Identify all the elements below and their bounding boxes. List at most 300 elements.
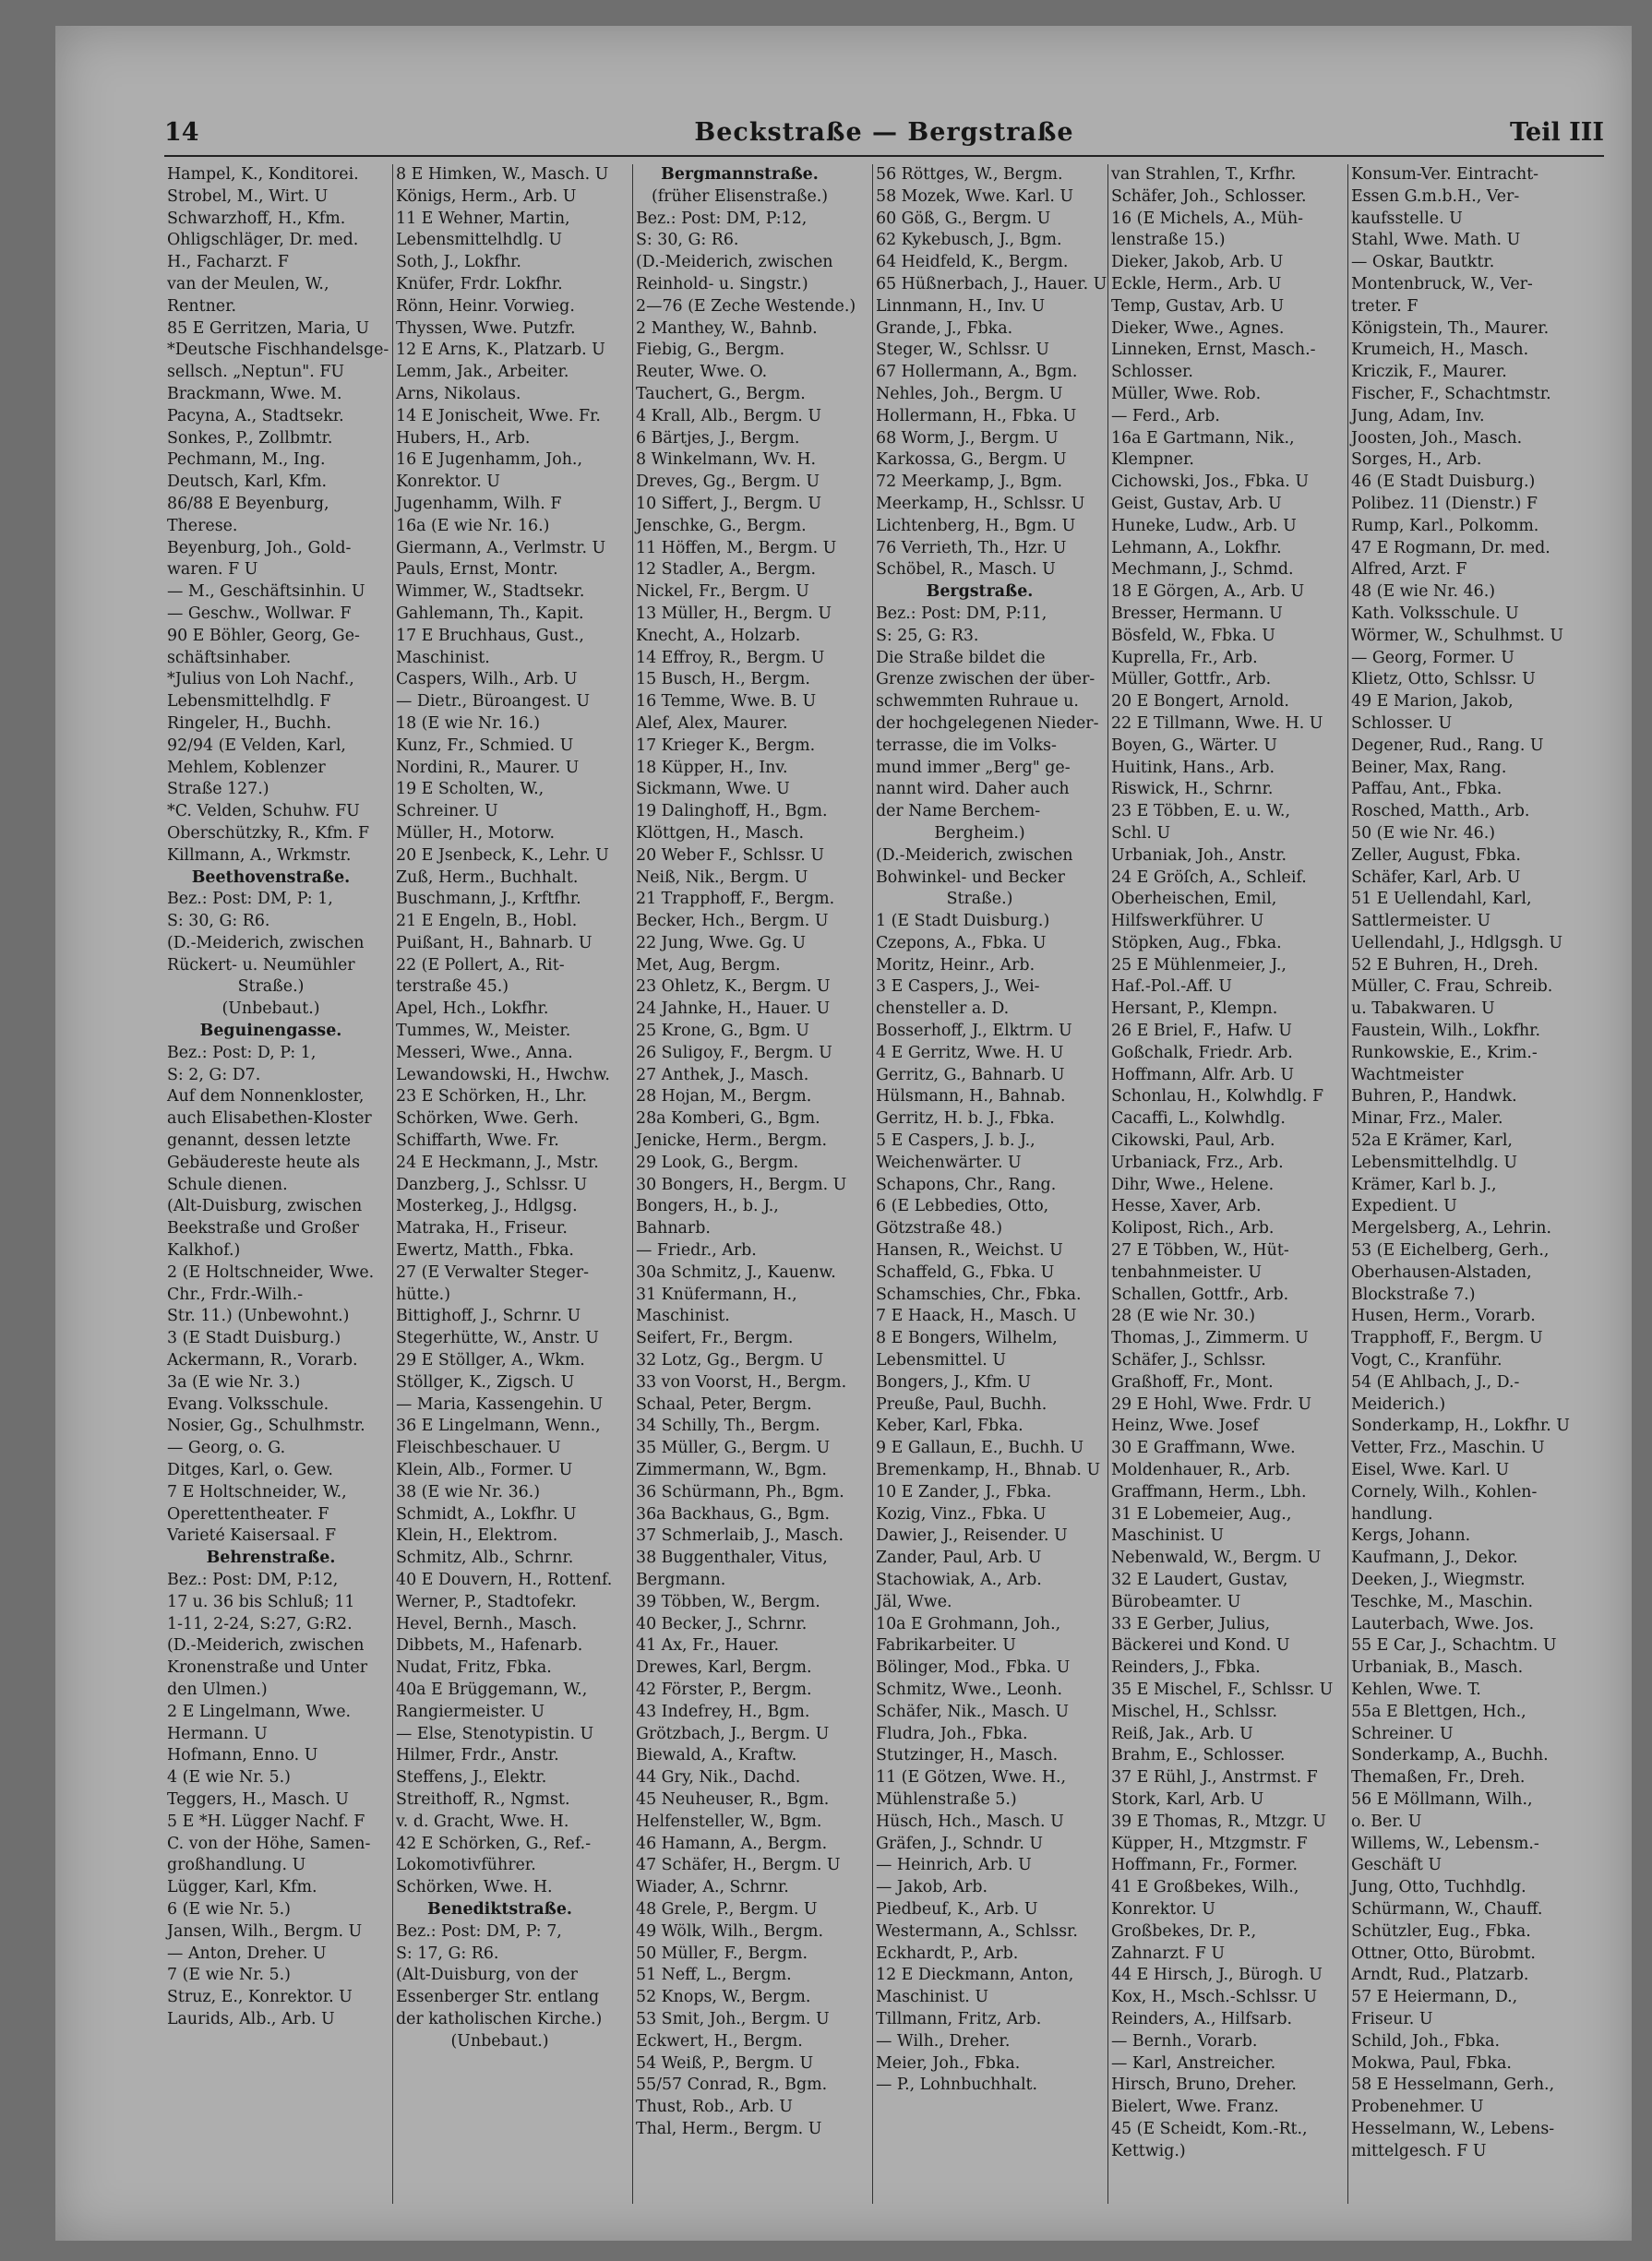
directory-line: 32 Lotz, Gg., Bergm. U	[636, 1351, 824, 1370]
directory-line: 39 Többen, W., Bergm.	[636, 1592, 820, 1611]
directory-line: 38 (E wie Nr. 36.)	[396, 1482, 541, 1501]
directory-line: Schreiner. U	[1351, 1724, 1454, 1743]
directory-line: Boyen, G., Wärter. U	[1111, 736, 1277, 755]
directory-line: Zander, Paul, Arb. U	[876, 1549, 1042, 1568]
directory-line: Lewandowski, H., Hwchw.	[396, 1065, 610, 1084]
directory-line: Czepons, A., Fbka. U	[876, 933, 1047, 952]
directory-line: Linneken, Ernst, Masch.-	[1111, 341, 1316, 360]
directory-line: Hülsmann, H., Bahnab.	[876, 1087, 1066, 1107]
directory-line: Reinhold- u. Singstr.)	[636, 274, 808, 293]
directory-line: Faustein, Wilh., Lokfhr.	[1351, 1022, 1541, 1041]
directory-line: Matraka, H., Friseur.	[396, 1219, 568, 1238]
directory-line: Dibbets, M., Hafenarb.	[396, 1636, 583, 1656]
directory-line: Mosterkeg, J., Hdlgsg.	[396, 1197, 578, 1216]
directory-line: Gerritz, G., Bahnarb. U	[876, 1065, 1065, 1084]
directory-line: 33 E Gerber, Julius,	[1111, 1614, 1271, 1633]
directory-line: 48 Grele, P., Bergm. U	[636, 1899, 818, 1919]
directory-line: 27 Anthek, J., Masch.	[636, 1065, 809, 1084]
directory-line: Bittighoff, J., Schrnr. U	[396, 1307, 581, 1326]
directory-line: Meier, Joh., Fbka.	[876, 2053, 1021, 2073]
directory-line: 36 E Lingelmann, Wenn.,	[396, 1417, 601, 1436]
directory-line: Tummes, W., Meister.	[396, 1022, 571, 1041]
directory-line: Probenehmer. U	[1351, 2098, 1484, 2117]
page-number: 14	[164, 118, 199, 147]
directory-line: Struz, E., Konrektor. U	[167, 1988, 353, 2007]
directory-line: Schäfer, Joh., Schlosser.	[1111, 186, 1307, 206]
directory-line: Deeken, J., Wiegmstr.	[1351, 1571, 1526, 1589]
directory-line: 41 Ax, Fr., Hauer.	[636, 1636, 780, 1656]
directory-line: 10 Siffert, J., Bergm. U	[636, 494, 822, 513]
directory-line: v. d. Gracht, Wwe. H.	[396, 1812, 569, 1831]
directory-line: Lebensmittelhdlg. U	[396, 231, 563, 250]
directory-line: Stachowiak, A., Arb.	[876, 1571, 1042, 1589]
directory-line: Urbaniak, B., Masch.	[1351, 1658, 1524, 1678]
directory-line: Alef, Alex, Maurer.	[636, 713, 788, 733]
directory-line: (Alt-Duisburg, von der	[396, 1966, 578, 1985]
directory-line: Weichenwärter. U	[876, 1153, 1022, 1172]
directory-line: 8 E Bongers, Wilhelm,	[876, 1329, 1058, 1348]
directory-line: 41 E Großbekes, Wilh.,	[1111, 1878, 1299, 1897]
directory-line: Chr., Frdr.-Wilh.-	[167, 1285, 304, 1304]
directory-line: (Unbebaut.)	[221, 999, 320, 1019]
directory-line: terrasse, die im Volks-	[876, 736, 1057, 755]
directory-line: Lauterbach, Wwe. Jos.	[1351, 1614, 1535, 1633]
directory-line: Heinz, Wwe. Josef	[1111, 1417, 1259, 1436]
directory-line: 2—76 (E Zeche Westende.)	[636, 296, 856, 316]
directory-line: 23 E Többen, E. u. W.,	[1111, 802, 1290, 821]
directory-line: 2 Manthey, W., Bahnb.	[636, 318, 818, 338]
directory-line: — Geschw., Wollwar. F	[167, 604, 352, 623]
directory-line: auch Elisabethen-Kloster	[167, 1109, 372, 1129]
directory-line: — Wilh., Dreher.	[876, 2031, 1011, 2051]
directory-line: Oberschützky, R., Kfm. F	[167, 823, 370, 843]
directory-line: 52 Knops, W., Bergm.	[636, 1988, 811, 2007]
directory-line: 23 E Schörken, H., Lhr.	[396, 1087, 588, 1107]
directory-line: 67 Hollermann, A., Bgm.	[876, 363, 1078, 382]
directory-line: Blockstraße 7.)	[1351, 1285, 1476, 1304]
directory-line: Brackmann, Wwe. M.	[167, 384, 342, 403]
directory-line: Caspers, Wilh., Arb. U	[396, 670, 578, 689]
directory-line: Fleischbeschauer. U	[396, 1439, 561, 1458]
directory-line: Kaufmann, J., Dekor.	[1351, 1549, 1518, 1568]
column-6	[1347, 164, 1570, 2204]
directory-line: 58 Mozek, Wwe. Karl. U	[876, 186, 1074, 206]
directory-line: 14 Effroy, R., Bergm. U	[636, 648, 825, 667]
directory-line: Jäl, Wwe.	[876, 1592, 952, 1611]
directory-line: Gräfen, J., Schndr. U	[876, 1834, 1044, 1853]
directory-line: — Else, Stenotypistin. U	[396, 1724, 594, 1743]
directory-line: Schaal, Peter, Bergm.	[636, 1394, 812, 1414]
directory-line: Bongers, H., b. J.,	[636, 1197, 779, 1216]
directory-line: Pacyna, A., Stadtsekr.	[167, 406, 344, 425]
directory-line: Paffau, Ant., Fbka.	[1351, 780, 1502, 799]
directory-line: Jung, Otto, Tuchhdlg.	[1351, 1878, 1526, 1897]
directory-line: Haf.-Pol.-Aff. U	[1111, 977, 1232, 997]
directory-line: 56 E Möllmann, Wilh.,	[1351, 1789, 1533, 1809]
directory-line: Hofmann, Enno. U	[167, 1746, 318, 1765]
page-header	[164, 118, 1604, 157]
directory-line: Bresser, Hermann. U	[1111, 604, 1283, 623]
directory-line: Puißant, H., Bahnarb. U	[396, 933, 593, 952]
directory-line: Kox, H., Msch.-Schlssr. U	[1111, 1988, 1318, 2007]
directory-line: Jansen, Wilh., Bergm. U	[167, 1921, 363, 1941]
directory-line: Bez.: Post: DM, P: 7,	[396, 1921, 562, 1941]
directory-line: — Georg, Former. U	[1351, 648, 1514, 667]
directory-line: Kehlen, Wwe. T.	[1351, 1680, 1481, 1699]
street-heading: Benediktstraße.	[427, 1899, 572, 1919]
directory-line: Killmann, A., Wrkmstr.	[167, 845, 352, 865]
directory-line: 86/88 E Beyenburg,	[167, 494, 329, 513]
directory-line: 2 E Lingelmann, Wwe.	[167, 1702, 352, 1721]
directory-line: Lehmann, A., Lokfhr.	[1111, 538, 1282, 557]
column-1	[164, 164, 389, 2204]
directory-line: 40 E Douvern, H., Rottenf.	[396, 1571, 613, 1589]
directory-line: Cacaffi, L., Kolwhdlg.	[1111, 1109, 1286, 1129]
directory-line: 17 E Bruchhaus, Gust.,	[396, 626, 584, 645]
directory-line: Sonderkamp, H., Lokfhr. U	[1351, 1417, 1570, 1436]
directory-line: Mechmann, J., Schmd.	[1111, 560, 1294, 580]
directory-line: Krumeich, H., Masch.	[1351, 341, 1529, 360]
directory-line: Joosten, Joh., Masch.	[1351, 428, 1523, 448]
directory-line: S: 25, G: R3.	[876, 626, 979, 645]
directory-line: Varieté Kaisersaal. F	[167, 1526, 337, 1546]
directory-line: (Alt-Duisburg, zwischen	[167, 1197, 363, 1216]
directory-line: 1 (E Stadt Duisburg.)	[876, 912, 1050, 931]
directory-line: 47 Schäfer, H., Bergm. U	[636, 1856, 841, 1875]
directory-line: — P., Lohnbuchhalt.	[876, 2076, 1038, 2095]
directory-line: Schörken, Wwe. H.	[396, 1878, 553, 1897]
directory-line: 20 Weber F., Schlssr. U	[636, 845, 824, 865]
directory-line: Bosserhoff, J., Elktrm. U	[876, 1022, 1072, 1041]
directory-line: Sorges, H., Arb.	[1351, 450, 1482, 470]
directory-line: Messeri, Wwe., Anna.	[396, 1043, 573, 1062]
directory-line: 85 E Gerritzen, Maria, U	[167, 318, 370, 338]
directory-line: 6 Bärtjes, J., Bergm.	[636, 428, 800, 448]
directory-line: Schild, Joh., Fbka.	[1351, 2031, 1501, 2051]
directory-line: 6 (E Lebbedies, Otto,	[876, 1197, 1049, 1216]
directory-line: Thomas, J., Zimmerm. U	[1111, 1329, 1309, 1348]
directory-line: 30a Schmitz, J., Kauenw.	[636, 1262, 836, 1282]
directory-line: 28 (E wie Nr. 30.)	[1111, 1307, 1256, 1326]
directory-line: 4 Krall, Alb., Bergm. U	[636, 406, 822, 425]
street-heading: Bergstraße.	[926, 582, 1034, 602]
directory-line: Helfensteller, W., Bgm.	[636, 1812, 822, 1831]
directory-line: Schmitz, Alb., Schrnr.	[396, 1549, 574, 1568]
directory-line: 13 Müller, H., Bergm. U	[636, 604, 832, 623]
directory-line: Lichtenberg, H., Bgm. U	[876, 516, 1076, 535]
directory-line: van Strahlen, T., Krfhr.	[1111, 165, 1297, 184]
directory-line: Reinders, A., Hilfsarb.	[1111, 2009, 1293, 2028]
directory-line: 21 Trapphoff, F., Bergm.	[636, 890, 835, 909]
directory-line: 43 Indefrey, H., Bgm.	[636, 1702, 810, 1721]
directory-line: Rentner.	[167, 296, 236, 316]
directory-line: Lebensmittel. U	[876, 1351, 1006, 1370]
directory-line: Schäfer, J., Schlssr.	[1111, 1351, 1266, 1370]
directory-line: Mehlem, Koblenzer	[167, 758, 326, 777]
column-5	[1107, 164, 1334, 2204]
directory-line: Ohligschläger, Dr. med.	[167, 231, 359, 250]
directory-line: Klein, Alb., Former. U	[396, 1461, 573, 1480]
directory-line: Essen G.m.b.H., Ver-	[1351, 186, 1520, 206]
directory-line: Schmidt, A., Lokfhr. U	[396, 1504, 577, 1524]
directory-line: Bielert, Wwe. Franz.	[1111, 2098, 1279, 2117]
directory-line: 58 E Hesselmann, Gerh.,	[1351, 2076, 1555, 2095]
directory-line: 17 Krieger K., Bergm.	[636, 736, 816, 755]
directory-line: Schule dienen.	[167, 1175, 288, 1194]
directory-line: Bergheim.)	[934, 823, 1025, 843]
directory-line: Beiner, Max, Rang.	[1351, 758, 1507, 777]
directory-line: Thyssen, Wwe. Putzfr.	[396, 318, 576, 338]
directory-line: 50 (E wie Nr. 46.)	[1351, 823, 1496, 843]
directory-line: Karkossa, G., Bergm. U	[876, 450, 1067, 470]
column-3	[632, 164, 856, 2204]
directory-line: 25 Krone, G., Bgm. U	[636, 1022, 809, 1041]
directory-line: Geist, Gustav, Arb. U	[1111, 494, 1282, 513]
directory-line: Kath. Volksschule. U	[1351, 604, 1519, 623]
directory-line: Rosched, Matth., Arb.	[1351, 802, 1530, 821]
directory-line: Expedient. U	[1351, 1197, 1457, 1216]
directory-line: Essenberger Str. entlang	[396, 1988, 600, 2007]
directory-line: — Oskar, Bautktr.	[1351, 253, 1495, 272]
directory-line: 22 (E Pollert, A., Rit-	[396, 955, 565, 975]
directory-line: Eckle, Herm., Arb. U	[1111, 274, 1282, 293]
directory-line: Montenbruck, W., Ver-	[1351, 274, 1533, 293]
directory-line: Urbaniack, Frz., Arb.	[1111, 1153, 1284, 1172]
directory-line: Sattlermeister. U	[1351, 912, 1491, 931]
directory-line: 24 E Gröſch, A., Schleif.	[1111, 867, 1307, 887]
directory-line: Wörmer, W., Schulhmst. U	[1351, 626, 1564, 645]
directory-line: Ditges, Karl, o. Gew.	[167, 1461, 333, 1480]
directory-line: Straße 127.)	[167, 780, 269, 799]
directory-line: 54 (E Ahlbach, J., D.-	[1351, 1372, 1520, 1392]
directory-line: Schapons, Chr., Rang.	[876, 1175, 1057, 1194]
directory-line: Strobel, M., Wirt. U	[167, 186, 329, 206]
directory-line: Thust, Rob., Arb. U	[636, 2098, 793, 2117]
directory-line: Ringeler, H., Buchh.	[167, 713, 331, 733]
directory-line: Dieker, Wwe., Agnes.	[1111, 318, 1285, 338]
directory-line: Maschinist. U	[876, 1988, 988, 2007]
directory-line: 12 Stadler, A., Bergm.	[636, 560, 817, 580]
directory-line: 35 Müller, G., Bergm. U	[636, 1439, 831, 1458]
directory-line: Schwarzhoff, H., Kfm.	[167, 209, 346, 228]
directory-line: — Friedr., Arb.	[636, 1241, 757, 1261]
directory-line: 47 E Rogmann, Dr. med.	[1351, 538, 1550, 557]
street-heading: Beethovenstraße.	[191, 867, 351, 887]
directory-line: Müller, C. Frau, Schreib.	[1351, 977, 1553, 997]
directory-line: Hesselmann, W., Lebens-	[1351, 2119, 1555, 2138]
directory-line: lenstraße 15.)	[1111, 231, 1226, 250]
directory-line: Müller, H., Motorw.	[396, 823, 556, 843]
directory-line: Arndt, Rud., Platzarb.	[1351, 1966, 1529, 1985]
directory-line: Huitink, Hans., Arb.	[1111, 758, 1275, 777]
directory-line: 14 E Jonischeit, Wwe. Fr.	[396, 406, 601, 425]
directory-line: Straße.)	[237, 977, 305, 997]
directory-line: Lokomotivführer.	[396, 1856, 536, 1875]
directory-line: Cichowski, Jos., Fbka. U	[1111, 473, 1310, 492]
directory-line: handlung.	[1351, 1504, 1433, 1524]
directory-line: Sonderkamp, A., Buchh.	[1351, 1746, 1549, 1765]
directory-line: Huneke, Ludw., Arb. U	[1111, 516, 1297, 535]
directory-line: 7 (E wie Nr. 5.)	[167, 1966, 291, 1985]
directory-line: Kettwig.)	[1111, 2141, 1186, 2160]
directory-line: Hilfswerkführer. U	[1111, 912, 1264, 931]
directory-line: Grande, J., Fbka.	[876, 318, 1013, 338]
directory-line: Hansen, R., Weichst. U	[876, 1241, 1063, 1261]
directory-line: 34 Schilly, Th., Bergm.	[636, 1417, 820, 1436]
directory-line: 21 E Engeln, B., Hobl.	[396, 912, 578, 931]
directory-line: Schörken, Wwe. Gerh.	[396, 1109, 580, 1129]
directory-line: Husen, Herm., Vorarb.	[1351, 1307, 1536, 1326]
directory-line: Schöbel, R., Masch. U	[876, 560, 1056, 580]
part-label: Teil III	[1510, 118, 1604, 147]
directory-line: 65 Hüßnerbach, J., Hauer. U	[876, 274, 1107, 293]
directory-line: Bongers, J., Kfm. U	[876, 1372, 1032, 1392]
directory-line: 5 E Caspers, J. b. J.,	[876, 1131, 1035, 1151]
directory-line: der Name Berchem-	[876, 802, 1041, 821]
directory-line: 55 E Car, J., Schachtm. U	[1351, 1636, 1557, 1656]
directory-line: 37 Schmerlaib, J., Masch.	[636, 1526, 844, 1546]
directory-line: Polibez. 11 (Dienstr.) F	[1351, 494, 1538, 513]
directory-line: sellsch. „Neptun". FU	[167, 363, 345, 382]
directory-line: Schlosser. U	[1351, 713, 1453, 733]
directory-line: Hermann. U	[167, 1724, 268, 1743]
directory-line: 18 Küpper, H., Inv.	[636, 758, 788, 777]
directory-line: 4 (E wie Nr. 5.)	[167, 1768, 291, 1788]
directory-line: Beekstraße und Großer	[167, 1219, 359, 1238]
directory-line: Goßchalk, Friedr. Arb.	[1111, 1043, 1293, 1062]
directory-line: 44 Gry, Nik., Dachd.	[636, 1768, 801, 1788]
directory-line: Maschinist.	[396, 648, 490, 667]
directory-line: 18 (E wie Nr. 16.)	[396, 713, 541, 733]
directory-line: Klöttgen, H., Masch.	[636, 823, 804, 843]
directory-line: chensteller a. D.	[876, 999, 1010, 1019]
directory-line: Straße.)	[946, 890, 1013, 909]
directory-line: Konsum-Ver. Eintracht-	[1351, 165, 1539, 184]
directory-line: 16 E Jugenhamm, Joh.,	[396, 450, 582, 470]
directory-line: Alfred, Arzt. F	[1351, 560, 1467, 580]
directory-line: Themaßen, Fr., Dreh.	[1351, 1768, 1526, 1788]
directory-line: Königs, Herm., Arb. U	[396, 186, 577, 206]
directory-line: 29 E Hohl, Wwe. Frdr. U	[1111, 1394, 1312, 1414]
directory-line: Apel, Hch., Lokfhr.	[396, 999, 549, 1019]
directory-line: o. Ber. U	[1351, 1812, 1422, 1831]
directory-line: Reiß, Jak., Arb. U	[1111, 1724, 1253, 1743]
directory-line: 68 Worm, J., Bergm. U	[876, 428, 1059, 448]
directory-line: 51 Neff, L., Bergm.	[636, 1966, 792, 1985]
directory-line: 33 von Voorst, H., Bergm.	[636, 1372, 847, 1392]
directory-line: Soth, J., Lokfhr.	[396, 253, 521, 272]
directory-line: Mischel, H., Schlssr.	[1111, 1702, 1278, 1721]
directory-line: 1-11, 2-24, S:27, G:R2.	[167, 1614, 353, 1633]
directory-line: Lebensmittelhdlg. F	[167, 692, 331, 712]
directory-line: 3a (E wie Nr. 3.)	[167, 1372, 301, 1392]
directory-line: 16a E Gartmann, Nik.,	[1111, 428, 1295, 448]
directory-line: Rückert- u. Neumühler	[167, 955, 355, 975]
directory-line: Bez.: Post: DM, P:11,	[876, 604, 1047, 623]
directory-line: Thal, Herm., Bergm. U	[636, 2119, 822, 2138]
directory-line: Kozig, Vinz., Fbka. U	[876, 1504, 1047, 1524]
directory-line: 54 Weiß, P., Bergm. U	[636, 2053, 814, 2073]
directory-line: Kriczik, F., Maurer.	[1351, 363, 1507, 382]
directory-line: (früher Elisenstraße.)	[651, 186, 829, 206]
directory-line: Urbaniak, Joh., Anstr.	[1111, 845, 1287, 865]
directory-line: Konrektor. U	[1111, 1899, 1215, 1919]
directory-line: den Ulmen.)	[167, 1680, 268, 1699]
directory-line: 37 E Rühl, J., Anstrmst. F	[1111, 1768, 1318, 1788]
directory-line: — Jakob, Arb.	[876, 1878, 988, 1897]
directory-line: *Julius von Loh Nachf.,	[167, 670, 354, 689]
directory-line: Moldenhauer, R., Arb.	[1111, 1461, 1291, 1480]
directory-line: Gebäudereste heute als	[167, 1153, 361, 1172]
directory-line: kaufsstelle. U	[1351, 209, 1463, 228]
directory-line: nannt wird. Daher auch	[876, 780, 1070, 799]
directory-line: Müller, Gottfr., Arb.	[1111, 670, 1272, 689]
directory-line: Steffens, J., Elektr.	[396, 1768, 547, 1788]
directory-line: 45 (E Scheidt, Kom.-Rt.,	[1111, 2119, 1308, 2138]
directory-line: Wimmer, W., Stadtsekr.	[396, 582, 585, 602]
directory-line: Dieker, Jakob, Arb. U	[1111, 253, 1284, 272]
column-2	[392, 164, 613, 2204]
directory-line: 40 Becker, J., Schrnr.	[636, 1614, 808, 1633]
directory-line: 17 u. 36 bis Schluß; 11	[167, 1592, 355, 1611]
directory-line: Bez.: Post: D, P: 1,	[167, 1043, 317, 1062]
directory-line: 36 Schürmann, Ph., Bgm.	[636, 1482, 844, 1501]
directory-line: Vogt, C., Kranführ.	[1351, 1351, 1502, 1370]
directory-line: Lebensmittelhdlg. U	[1351, 1153, 1518, 1172]
directory-line: Kolipost, Rich., Arb.	[1111, 1219, 1275, 1238]
directory-line: Hampel, K., Konditorei.	[167, 165, 359, 184]
directory-line: Bösfeld, W., Fbka. U	[1111, 626, 1275, 645]
directory-line: 23 Ohletz, K., Bergm. U	[636, 977, 831, 997]
directory-line: 12 E Arns, K., Platzarb. U	[396, 341, 605, 360]
directory-line: 26 E Briel, F., Hafw. U	[1111, 1022, 1292, 1041]
directory-line: Oberhausen-Alstaden,	[1351, 1262, 1532, 1282]
directory-line: 51 E Uellendahl, Karl,	[1351, 890, 1532, 909]
directory-line: Schallen, Gottfr., Arb.	[1111, 1285, 1289, 1304]
directory-line: hütte.)	[396, 1285, 450, 1304]
directory-line: Klietz, Otto, Schlssr. U	[1351, 670, 1536, 689]
directory-line: (D.-Meiderich, zwischen	[876, 845, 1073, 865]
directory-line: Nehles, Joh., Bergm. U	[876, 384, 1063, 403]
directory-line: 27 E Többen, W., Hüt-	[1111, 1241, 1289, 1261]
directory-line: Oberheischen, Emil,	[1111, 890, 1277, 909]
directory-line: 62 Kykebusch, J., Bgm.	[876, 231, 1062, 250]
directory-line: Willems, W., Lebensm.-	[1351, 1834, 1539, 1853]
directory-line: Nebenwald, W., Bergm. U	[1111, 1549, 1322, 1568]
directory-line: 36a Backhaus, G., Bgm.	[636, 1504, 830, 1524]
directory-line: 52a E Krämer, Karl,	[1351, 1131, 1513, 1151]
directory-line: Müller, Wwe. Rob.	[1111, 384, 1262, 403]
directory-line: Lügger, Karl, Kfm.	[167, 1878, 317, 1897]
directory-line: 57 E Heiermann, D.,	[1351, 1988, 1518, 2007]
directory-line: 49 Wölk, Wilh., Bergm.	[636, 1921, 823, 1941]
directory-line: Hirsch, Bruno, Dreher.	[1111, 2076, 1297, 2095]
directory-line: terstraße 45.)	[396, 977, 509, 997]
directory-line: Trapphoff, F., Bergm. U	[1351, 1329, 1543, 1348]
directory-page	[55, 26, 1632, 2241]
directory-line: 55a E Blettgen, Hch.,	[1351, 1702, 1526, 1721]
directory-line: Met, Aug, Bergm.	[636, 955, 781, 975]
directory-line: Hubers, H., Arb.	[396, 428, 531, 448]
directory-line: der hochgelegenen Nieder-	[876, 713, 1099, 733]
directory-line: S: 30, G: R6.	[167, 912, 270, 931]
directory-line: Buschmann, J., Krftfhr.	[396, 890, 581, 909]
directory-line: Nosier, Gg., Schulhmstr.	[167, 1417, 365, 1436]
directory-line: Westermann, A., Schlssr.	[876, 1921, 1078, 1941]
directory-line: Grötzbach, J., Bergm. U	[636, 1724, 830, 1743]
directory-line: Schaffeld, G., Fbka. U	[876, 1262, 1055, 1282]
directory-line: 16a (E wie Nr. 16.)	[396, 516, 550, 535]
